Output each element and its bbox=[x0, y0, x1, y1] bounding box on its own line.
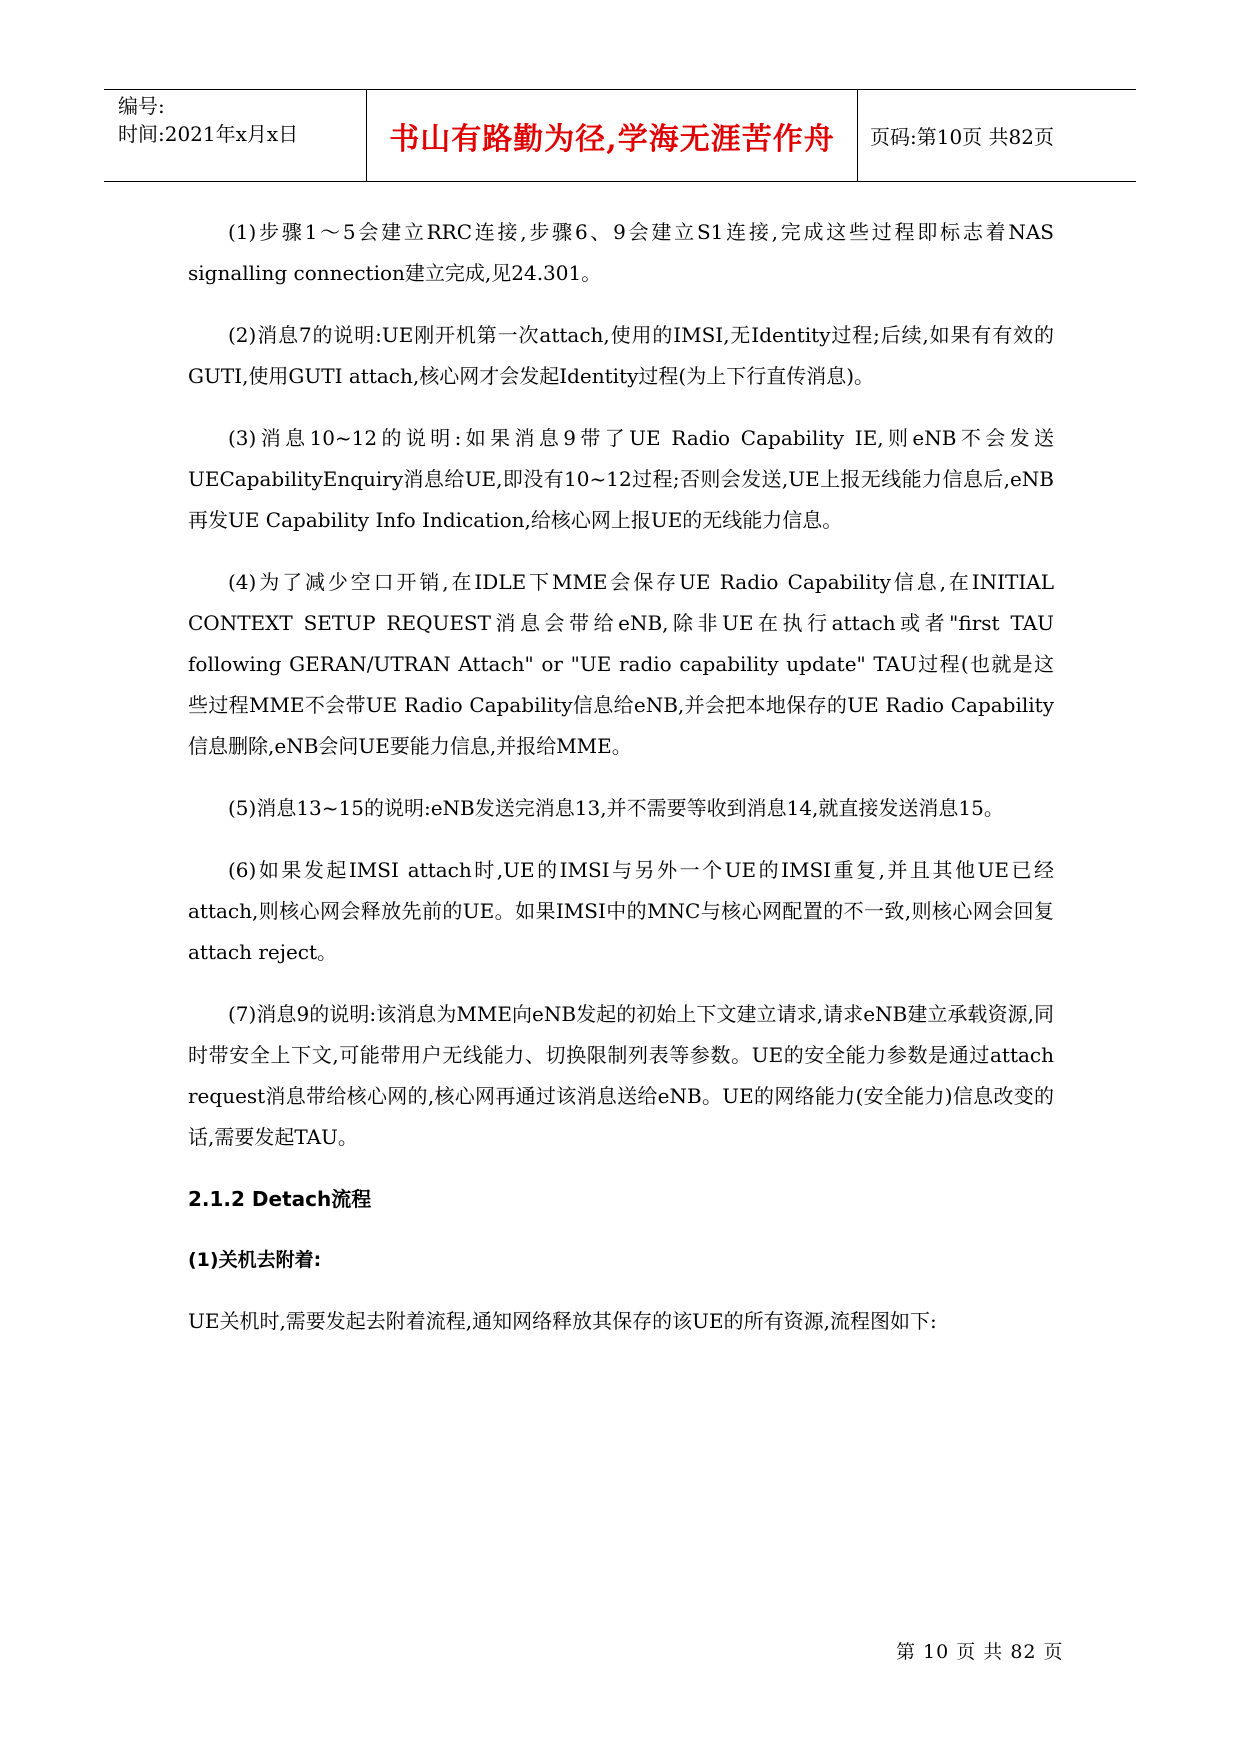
paragraph-note-5: (5)消息13~15的说明:eNB发送完消息13,并不需要等收到消息14,就直接发送消息15。 bbox=[228, 796, 1004, 820]
header-page-cell bbox=[858, 90, 1136, 181]
document-body bbox=[188, 212, 1054, 1363]
header-motto: 书山有路勤为径,学海无涯苦作舟 bbox=[389, 121, 835, 157]
page-header bbox=[104, 89, 1136, 182]
serial-label: 编号: bbox=[118, 94, 165, 118]
paragraph-note-6: (6)如果发起IMSI attach时,UE的IMSI与另外一个UE的IMSI重复,并且其他UE已经attach,则核心网会释放先前的UE。如果IMSI中的MNC与核心网配置的不一致,则核心网会回复attach reject。 bbox=[188, 858, 1054, 964]
header-meta-cell bbox=[104, 90, 367, 181]
time-label: 时间:2021年x月x日 bbox=[118, 122, 299, 146]
subsection-heading: (1)关机去附着: bbox=[188, 1249, 322, 1271]
paragraph-note-2: (2)消息7的说明:UE刚开机第一次attach,使用的IMSI,无Identity过程;后续,如果有有效的GUTI,使用GUTI attach,核心网才会发起Identity过程(为上下行直传消息)。 bbox=[188, 323, 1054, 388]
header-motto-cell bbox=[367, 90, 858, 181]
paragraph-note-3: (3)消息10~12的说明:如果消息9带了UE Radio Capability IE,则eNB不会发送UECapabilityEnquiry消息给UE,即没有10~12过程;否则会发送,UE上报无线能力信息后,eNB再发UE Capability Info Indication,给核心网上报UE的无线能力信息。 bbox=[188, 426, 1054, 532]
paragraph-note-4: (4)为了减少空口开销,在IDLE下MME会保存UE Radio Capability信息,在INITIAL CONTEXT SETUP REQUEST消息会带给eNB,除非UE在执行attach或者"first TAU following GERAN/UTRAN Attach" or "UE radio capability update" TAU过程(也就是这些过程MME不会带UE Radio Capability信息给eNB,并会把本地保存的UE Radio Capability信息删除,eNB会问UE要能力信息,并报给MME。 bbox=[188, 570, 1054, 758]
page-footer: 第 10 页 共 82 页 bbox=[896, 1641, 1064, 1663]
paragraph-note-7: (7)消息9的说明:该消息为MME向eNB发起的初始上下文建立请求,请求eNB建立承载资源,同时带安全上下文,可能带用户无线能力、切换限制列表等参数。UE的安全能力参数是通过attach request消息带给核心网的,核心网再通过该消息送给eNB。UE的网络能力(安全能力)信息改变的话,需要发起TAU。 bbox=[188, 1002, 1054, 1149]
section-heading: 2.1.2 Detach流程 bbox=[188, 1187, 372, 1211]
header-page-code: 页码:第10页 共82页 bbox=[870, 125, 1054, 149]
paragraph-detach-intro: UE关机时,需要发起去附着流程,通知网络释放其保存的该UE的所有资源,流程图如下: bbox=[188, 1309, 937, 1333]
paragraph-note-1: (1)步骤1～5会建立RRC连接,步骤6、9会建立S1连接,完成这些过程即标志着NAS signalling connection建立完成,见24.301。 bbox=[188, 220, 1054, 285]
